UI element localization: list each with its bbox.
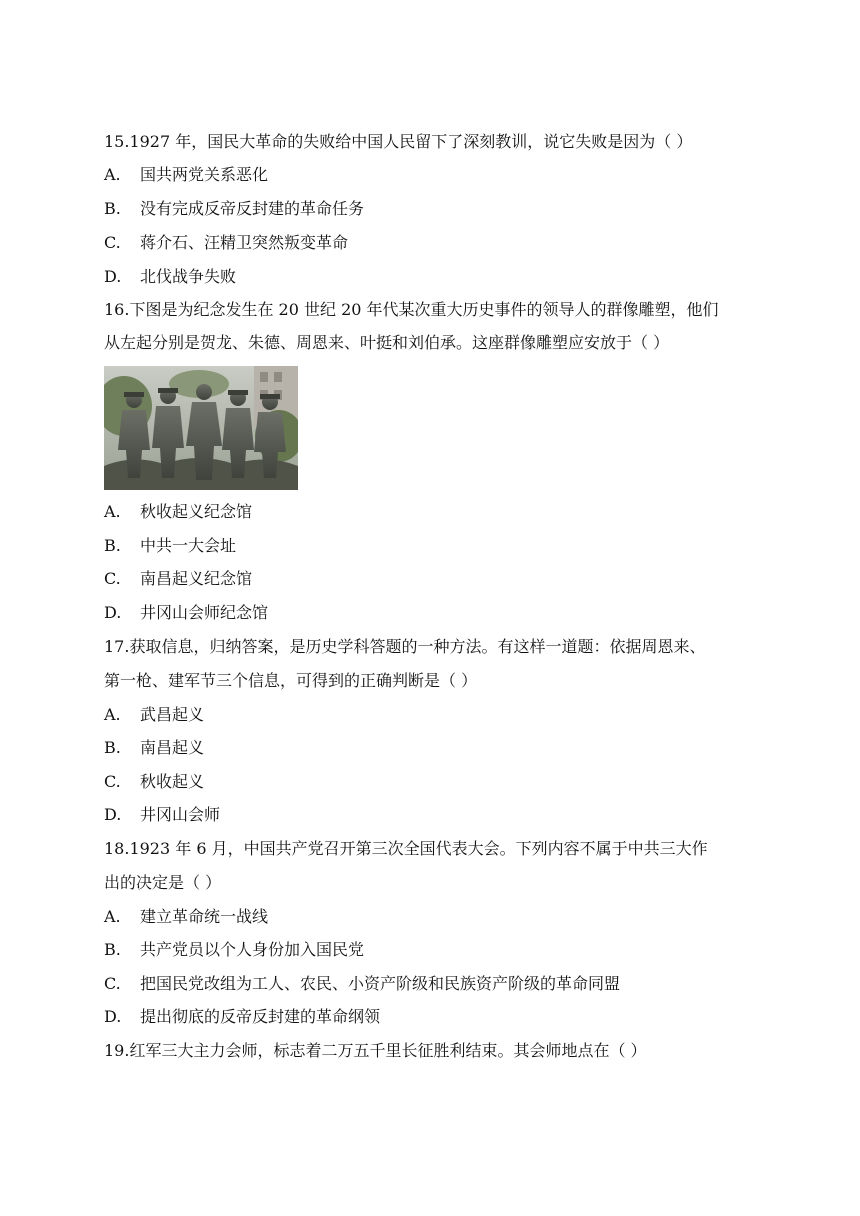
option-text: 南昌起义	[140, 738, 205, 757]
question-17-stem-line-2: 第一枪、建军节三个信息，可得到的正确判断是（ ）	[104, 671, 478, 690]
option-text: 共产党员以个人身份加入国民党	[140, 940, 365, 959]
question-16-option-d	[104, 602, 268, 624]
question-17-option-a	[104, 704, 204, 726]
option-letter: B.	[104, 199, 121, 218]
option-letter: C.	[104, 772, 121, 791]
question-15-option-b	[104, 198, 364, 220]
option-letter: D.	[104, 267, 122, 286]
option-text: 武昌起义	[140, 705, 205, 724]
question-18-option-b	[104, 939, 364, 961]
option-letter: C.	[104, 233, 121, 252]
question-17-option-c	[104, 771, 204, 793]
option-letter: D.	[104, 805, 122, 824]
question-18-option-a	[104, 906, 268, 928]
question-17-stem-line-1: 17.获取信息，归纳答案，是历史学科答题的一种方法。有这样一道题：依据周恩来、	[104, 637, 706, 656]
option-letter: D.	[104, 603, 122, 622]
question-16-option-a	[104, 501, 252, 523]
question-15-option-a	[104, 164, 268, 186]
question-17-option-b	[104, 737, 204, 759]
option-text: 蒋介石、汪精卫突然叛变革命	[140, 233, 349, 252]
question-17-option-d	[104, 804, 220, 826]
option-letter: B.	[104, 738, 121, 757]
option-text: 建立革命统一战线	[140, 907, 269, 926]
option-text: 南昌起义纪念馆	[140, 569, 253, 588]
option-text: 井冈山会师	[140, 805, 221, 824]
option-letter: D.	[104, 1007, 122, 1026]
option-text: 北伐战争失败	[140, 267, 237, 286]
option-letter: C.	[104, 569, 121, 588]
option-letter: A.	[104, 705, 121, 724]
question-16-option-b	[104, 535, 236, 557]
question-18-option-c	[104, 973, 620, 995]
question-19-stem: 19.红军三大主力会师，标志着二万五千里长征胜利结束。其会师地点在（ ）	[104, 1041, 647, 1060]
option-letter: C.	[104, 974, 121, 993]
option-text: 秋收起义	[140, 772, 205, 791]
question-16-option-c	[104, 568, 252, 590]
question-15-option-d	[104, 266, 236, 288]
question-15-stem: 15.1927 年，国民大革命的失败给中国人民留下了深刻教训，说它失败是因为（ ）	[104, 132, 693, 151]
question-18-stem-line-2: 出的决定是（ ）	[104, 873, 222, 892]
option-text: 把国民党改组为工人、农民、小资产阶级和民族资产阶级的革命同盟	[140, 974, 621, 993]
option-text: 秋收起义纪念馆	[140, 502, 253, 521]
option-letter: B.	[104, 536, 121, 555]
sculpture-group-photo	[104, 366, 298, 490]
question-16-stem-line-1: 16.下图是为纪念发生在 20 世纪 20 年代某次重大历史事件的领导人的群像雕塑，他们	[104, 300, 719, 319]
option-text: 提出彻底的反帝反封建的革命纲领	[140, 1007, 381, 1026]
option-text: 没有完成反帝反封建的革命任务	[140, 199, 365, 218]
option-letter: A.	[104, 907, 121, 926]
option-letter: B.	[104, 940, 121, 959]
option-text: 井冈山会师纪念馆	[140, 603, 269, 622]
option-letter: A.	[104, 165, 121, 184]
question-18-option-d	[104, 1006, 380, 1028]
question-15-option-c	[104, 232, 348, 254]
option-text: 中共一大会址	[140, 536, 237, 555]
option-letter: A.	[104, 502, 121, 521]
question-16-stem-line-2: 从左起分别是贺龙、朱德、周恩来、叶挺和刘伯承。这座群像雕塑应安放于（ ）	[104, 333, 670, 352]
option-text: 国共两党关系恶化	[140, 165, 269, 184]
question-18-stem-line-1: 18.1923 年 6 月，中国共产党召开第三次全国代表大会。下列内容不属于中共三大作	[104, 839, 708, 858]
